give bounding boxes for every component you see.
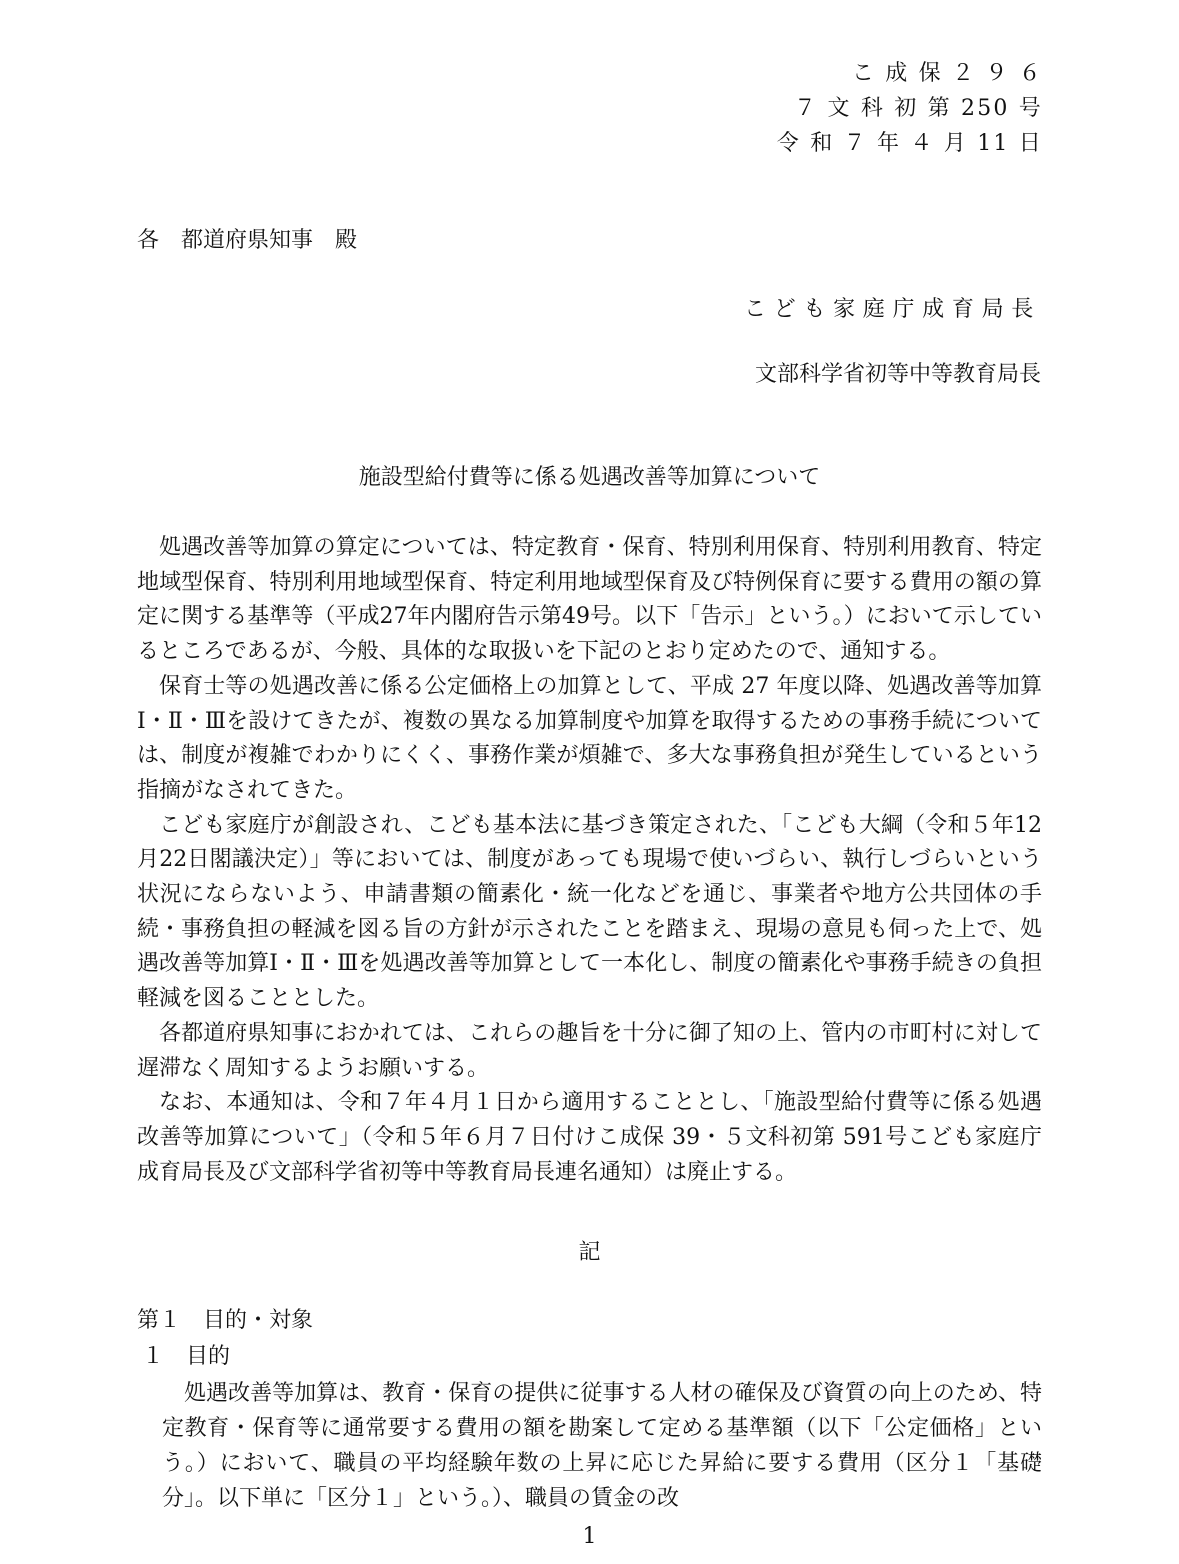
page-number: 1: [582, 1524, 597, 1549]
addressee: 各 都道府県知事 殿: [137, 228, 358, 253]
purpose-paragraph: 処遇改善等加算は、教育・保育の提供に従事する人材の確保及び資質の向上のため、特定教育・保育等に通常要する費用の額を勘案して定める基準額（以下「公定価格」という。）において、職員の平均経験年数の上昇に応じた昇給に要する費用（区分１「基礎分」。以下単に「区分１」という。）、職員の賃金の改: [162, 1381, 1042, 1511]
reference-block: [777, 56, 1043, 161]
paragraph: なお、本通知は、令和７年４月１日から適用することとし、「施設型給付費等に係る処遇改善等加算について」（令和５年６月７日付けこ成保 39・５文科初第 591号こども家庭庁成育局長及び文部科学省初等中等教育局長連名通知）は廃止する。: [137, 1090, 1042, 1185]
paragraph: こども家庭庁が創設され、こども基本法に基づき策定された、「こども大綱（令和５年12月22日閣議決定）」等においては、制度があっても現場で使いづらい、執行しづらいという状況にならないよう、申請書類の簡素化・統一化などを通じ、事業者や地方公共団体の手続・事務負担の軽減を図る旨の方針が示されたことを踏まえ、現場の意見も伺った上で、処遇改善等加算Ⅰ・Ⅱ・Ⅲを処遇改善等加算として一本化し、制度の簡素化や事務手続きの負担軽減を図ることとした。: [137, 812, 1042, 1012]
issue-date: 令 和 ７ 年 ４ 月 11 日: [776, 131, 1043, 156]
subsection-heading: １ 目的: [142, 1344, 231, 1369]
section-heading: 第１ 目的・対象: [137, 1308, 314, 1333]
paragraph: 処遇改善等加算の算定については、特定教育・保育、特別利用保育、特別利用教育、特定地域型保育、特別利用地域型保育、特定利用地域型保育及び特例保育に要する費用の額の算定に関する基準等（平成27年内閣府告示第49号。以下「告示」という。）において示しているところであるが、今般、具体的な取扱いを下記のとおり定めたので、通知する。: [137, 535, 1042, 665]
sender-mext: 文部科学省初等中等教育局長: [754, 362, 1041, 387]
reference-number-line: ７ 文 科 初 第 250 号: [794, 96, 1043, 121]
purpose-section: [162, 1376, 1042, 1516]
document-title: 施設型給付費等に係る処遇改善等加算について: [358, 465, 821, 490]
sender-children-family-agency: こども家庭庁成育局長: [743, 297, 1041, 322]
ki-marker: 記: [578, 1240, 601, 1265]
paragraph: 各都道府県知事におかれては、これらの趣旨を十分に御了知の上、管内の市町村に対して遅滞なく周知するようお願いする。: [137, 1020, 1042, 1081]
preamble-body: [137, 531, 1042, 1190]
reference-number-line: こ 成 保 ２ ９ ６: [851, 61, 1043, 86]
paragraph: 保育士等の処遇改善に係る公定価格上の加算として、平成 27 年度以降、処遇改善等加算Ⅰ・Ⅱ・Ⅲを設けてきたが、複数の異なる加算制度や加算を取得するための事務手続については、制度が複雑でわかりにくく、事務作業が煩雑で、多大な事務負担が発生しているという指摘がなされてきた。: [137, 673, 1042, 803]
